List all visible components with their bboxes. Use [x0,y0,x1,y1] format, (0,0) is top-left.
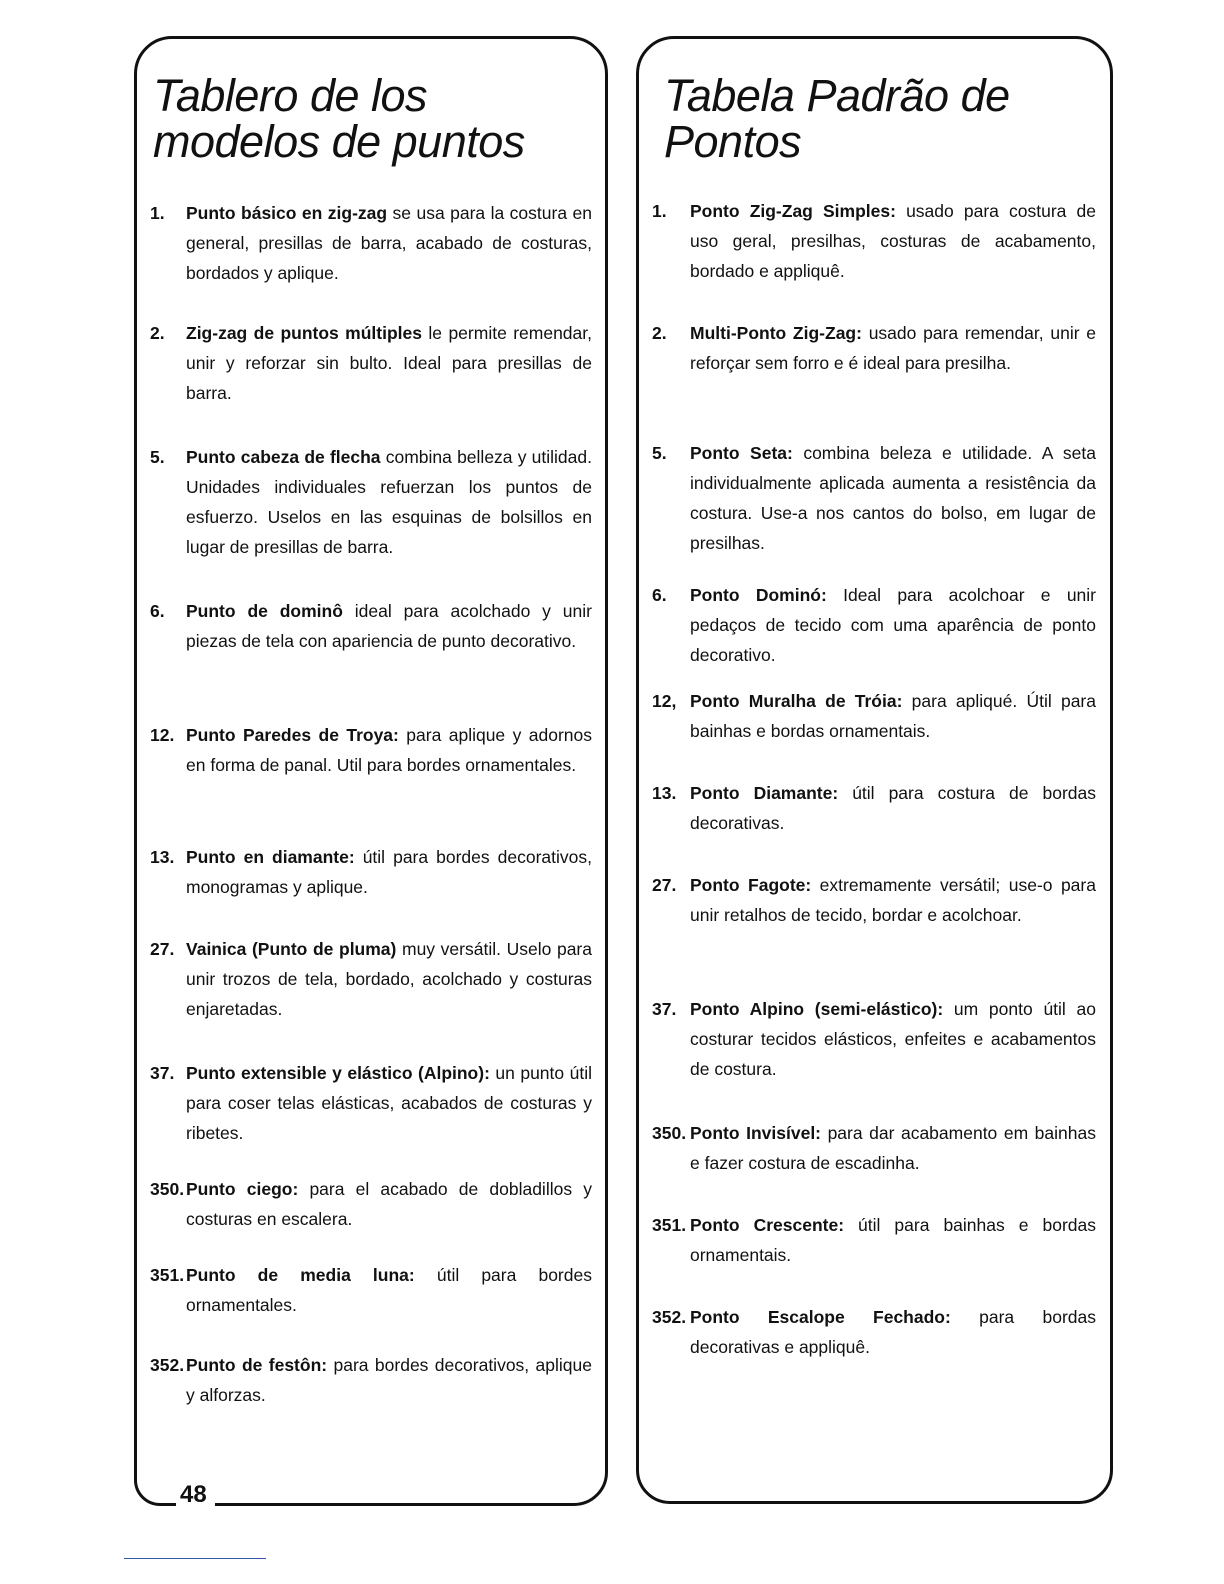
stitch-entry [652,686,1096,746]
stitch-description: combina belleza y utilidad. Unidades individuales refuerzan los puntos de esfuerzo. Uselos en las esquinas de bolsillos en lugar de presillas de barra. [186,447,592,557]
stitch-name: Ponto Fagote: [690,875,812,895]
stitch-number: 27. [652,875,677,895]
stitch-description: combina beleza e utilidade. A seta individualmente aplicada aumenta a resistência da costura. Use-a nos cantos do bolso, em lugar de presilhas. [690,443,1096,553]
stitch-number: 13. [652,783,677,803]
stitch-description: extremamente versátil; use-o para unir retalhos de tecido, bordar e acolchoar. [690,875,1096,925]
stitch-name: Punto de dominô [186,601,343,621]
stitch-name: Punto de media luna: [186,1265,415,1285]
stitch-description: para apliqué. Útil para bainhas e bordas ornamentais. [690,691,1096,741]
stitch-number: 5. [652,443,667,463]
stitch-number: 2. [652,323,667,343]
stitch-number: 12, [652,691,677,711]
stitch-description: para bordes decorativos, aplique y alforzas. [186,1355,592,1405]
stitch-number: 1. [652,201,667,221]
stitch-entry [150,1058,592,1148]
stitch-description: útil para bordes ornamentales. [186,1265,592,1315]
stitch-entry [652,1118,1096,1178]
stitch-description: útil para bordes decorativos, monogramas y aplique. [186,847,593,897]
stitch-name: Ponto Zig-Zag Simples: [690,201,896,221]
stitch-description: muy versátil. Uselo para unir trozos de tela, bordado, acolchado y costuras enjaretadas. [186,939,592,1019]
stitch-description: para el acabado de dobladillos y costuras en escalera. [186,1179,592,1229]
portuguese-title: Tabela Padrão de Pontos [664,70,1010,167]
stitch-number: 37. [652,999,677,1019]
stitch-name: Ponto Crescente: [690,1215,845,1235]
stitch-entry [150,1260,592,1320]
stitch-number: 352. [150,1355,185,1375]
stitch-number: 2. [150,323,165,343]
stitch-entry [150,442,592,562]
stitch-name: Ponto Escalope Fechado: [690,1307,951,1327]
stitch-number: 1. [150,203,165,223]
stitch-entry [150,934,592,1024]
stitch-entry [652,870,1096,930]
stitch-description: útil para costura de bordas decorativas. [690,783,1096,833]
stitch-entry [150,1350,592,1410]
stitch-name: Punto Paredes de Troya: [186,725,399,745]
stitch-entry [652,438,1096,558]
stitch-name: Punto en diamante: [186,847,355,867]
stitch-entry [150,720,592,780]
stitch-entry [652,580,1096,670]
stitch-description: ideal para acolchado y unir piezas de tela con apariencia de punto decorativo. [186,601,592,651]
stitch-number: 5. [150,447,165,467]
stitch-name: Punto básico en zig-zag [186,203,388,223]
stitch-name: Ponto Dominó: [690,585,827,605]
stitch-name: Multi-Ponto Zig-Zag: [690,323,862,343]
stitch-entry [652,1210,1096,1270]
stitch-name: Punto cabeza de flecha [186,447,381,467]
stitch-number: 351. [652,1215,687,1235]
stitch-number: 6. [652,585,667,605]
stitch-entry [150,198,592,288]
stitch-number: 13. [150,847,175,867]
stitch-name: Ponto Seta: [690,443,793,463]
stitch-description: Ideal para acolchoar e unir pedaços de tecido com uma aparência de ponto decorativo. [690,585,1097,665]
stitch-name: Vainica (Punto de pluma) [186,939,397,959]
stitch-entry [652,994,1096,1084]
stitch-name: Zig-zag de puntos múltiples [186,323,423,343]
stitch-entry [652,1302,1096,1362]
stitch-number: 350. [150,1179,185,1199]
stitch-entry [150,596,592,656]
stitch-entry [652,778,1096,838]
stitch-description: usado para remendar, unir e reforçar sem forro e é ideal para presilha. [690,323,1096,373]
stitch-number: 351. [150,1265,185,1285]
stitch-description: le permite remendar, unir y reforzar sin bulto. Ideal para presillas de barra. [186,323,592,403]
stitch-description: para aplique y adornos en forma de panal. Util para bordes ornamentales. [186,725,592,775]
stitch-description: se usa para la costura en general, presillas de barra, acabado de costuras, bordados y aplique. [186,203,592,283]
stitch-name: Ponto Muralha de Tróia: [690,691,903,711]
stitch-number: 350. [652,1123,687,1143]
stitch-description: un punto útil para coser telas elásticas, acabados de costuras y ribetes. [186,1063,592,1143]
stitch-name: Ponto Invisível: [690,1123,822,1143]
stitch-entry [150,842,592,902]
footer-rule [124,1558,266,1559]
stitch-name: Punto ciego: [186,1179,299,1199]
stitch-description: para dar acabamento em bainhas e fazer costura de escadinha. [690,1123,1096,1173]
stitch-description: útil para bainhas e bordas ornamentais. [690,1215,1096,1265]
spanish-title: Tablero de los modelos de puntos [153,70,525,167]
stitch-entry [652,318,1096,378]
stitch-number: 6. [150,601,165,621]
stitch-description: um ponto útil ao costurar tecidos elásticos, enfeites e acabamentos de costura. [690,999,1097,1079]
stitch-entry [150,318,592,408]
stitch-number: 27. [150,939,175,959]
stitch-number: 352. [652,1307,687,1327]
stitch-name: Punto de festôn: [186,1355,328,1375]
stitch-name: Ponto Diamante: [690,783,839,803]
stitch-entry [150,1174,592,1234]
stitch-name: Ponto Alpino (semi-elástico): [690,999,944,1019]
stitch-number: 37. [150,1063,175,1083]
stitch-description: usado para costura de uso geral, presilhas, costuras de acabamento, bordado e appliquê. [690,201,1096,281]
stitch-description: para bordas decorativas e appliquê. [690,1307,1096,1357]
stitch-name: Punto extensible y elástico (Alpino): [186,1063,490,1083]
page-number: 48 [176,1480,215,1510]
stitch-number: 12. [150,725,175,745]
stitch-entry [652,196,1096,286]
